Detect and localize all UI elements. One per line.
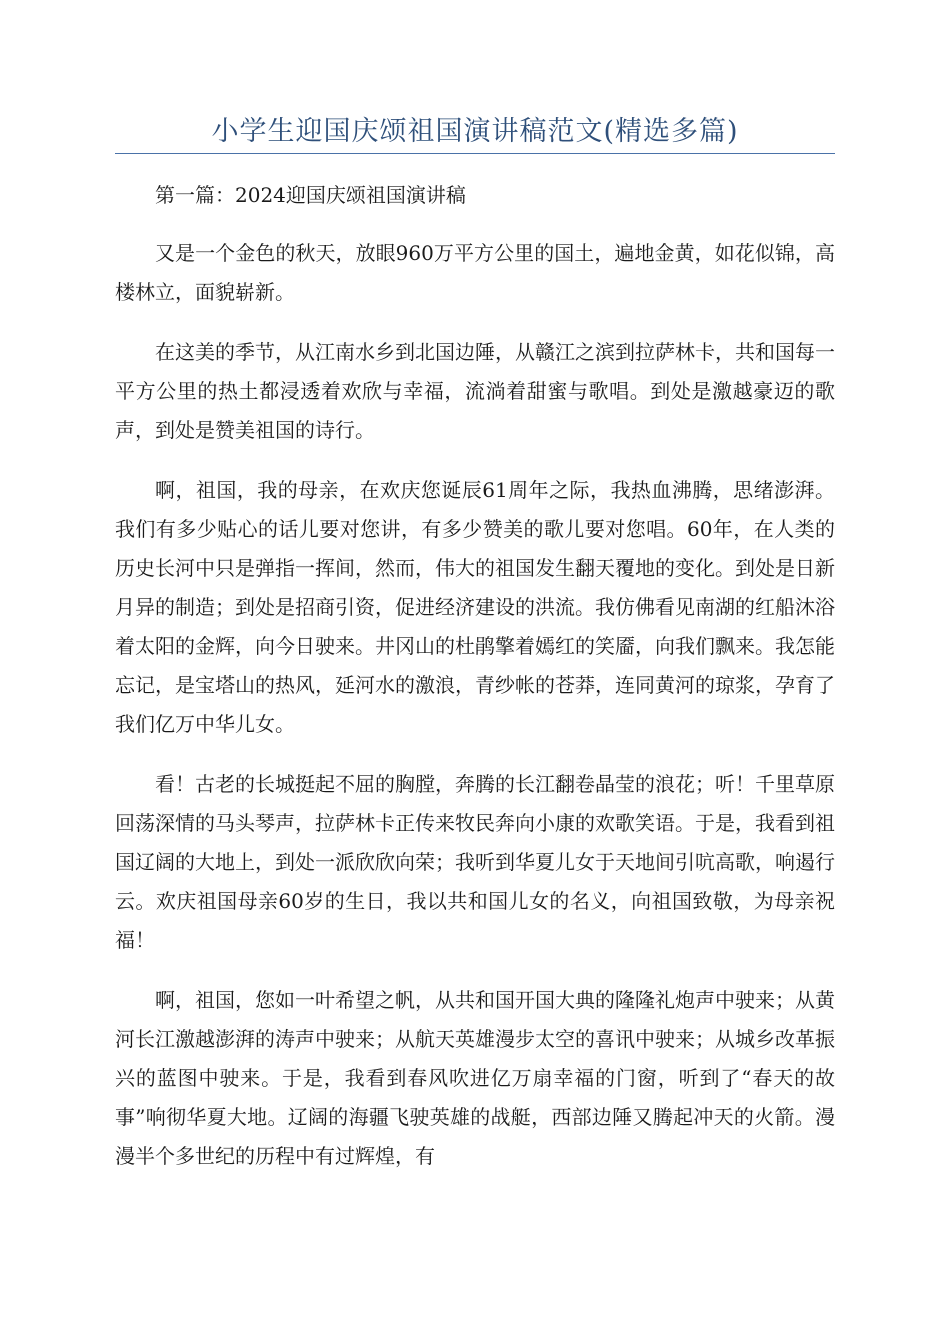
paragraph: 又是一个金色的秋天，放眼960万平方公里的国土，遍地金黄，如花似锦，高楼林立，面貌崭新。 bbox=[115, 241, 835, 304]
title-underline bbox=[115, 153, 835, 154]
paragraph: 啊，祖国，我的母亲，在欢庆您诞辰61周年之际，我热血沸腾，思绪澎湃。我们有多少贴心的话儿要对您讲，有多少赞美的歌儿要对您唱。60年，在人类的历史长河中只是弹指一挥间，然而，伟大的祖国发生翻天覆地的变化。到处是日新月异的制造；到处是招商引资，促进经济建设的洪流。我仿佛看见南湖的红船沐浴着太阳的金辉，向今日驶来。井冈山的杜鹃擎着嫣红的笑靥，向我们飘来。我怎能忘记，是宝塔山的热风，延河水的激浪，青纱帐的苍莽，连同黄河的琼浆，孕育了我们亿万中华儿女。 bbox=[115, 478, 835, 736]
section-heading: 第一篇：2024迎国庆颂祖国演讲稿 bbox=[155, 183, 466, 207]
paragraph: 在这美的季节，从江南水乡到北国边陲，从赣江之滨到拉萨林卡，共和国每一平方公里的热土都浸透着欢欣与幸福，流淌着甜蜜与歌唱。到处是激越豪迈的歌声，到处是赞美祖国的诗行。 bbox=[115, 340, 835, 442]
paragraph: 看！古老的长城挺起不屈的胸膛，奔腾的长江翻卷晶莹的浪花；听！千里草原回荡深情的马头琴声，拉萨林卡正传来牧民奔向小康的欢歌笑语。于是，我看到祖国辽阔的大地上，到处一派欣欣向荣；我听到华夏儿女于天地间引吭高歌，响遏行云。欢庆祖国母亲60岁的生日，我以共和国儿女的名义，向祖国致敬，为母亲祝福！ bbox=[115, 772, 835, 952]
document-title: 小学生迎国庆颂祖国演讲稿范文(精选多篇) bbox=[211, 116, 739, 147]
document-body bbox=[115, 176, 835, 1197]
paragraph: 啊，祖国，您如一叶希望之帆，从共和国开国大典的隆隆礼炮声中驶来；从黄河长江激越澎湃的涛声中驶来；从航天英雄漫步太空的喜讯中驶来；从城乡改革振兴的蓝图中驶来。于是，我看到春风吹进亿万扇幸福的门窗，听到了“春天的故事”响彻华夏大地。辽阔的海疆飞驶英雄的战艇，西部边陲又腾起冲天的火箭。漫漫半个多世纪的历程中有过辉煌，有 bbox=[115, 988, 835, 1168]
